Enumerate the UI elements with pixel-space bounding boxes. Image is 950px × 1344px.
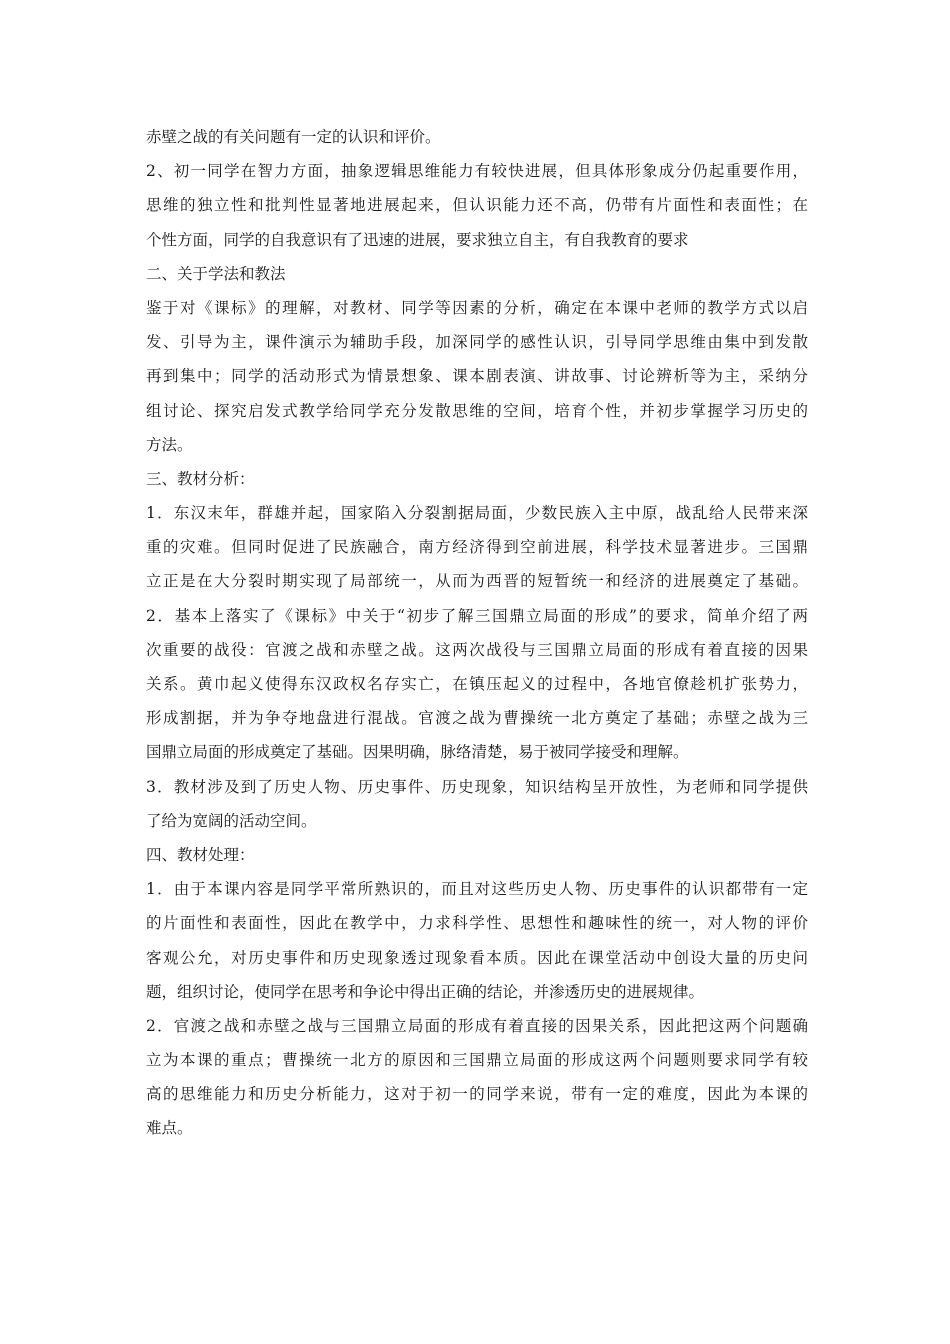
text-line: 形成割据，并为争夺地盘进行混战。官渡之战为曹操统一北方奠定了基础；赤壁之战为三 — [146, 709, 808, 728]
section-heading: 三、教材分析： — [146, 469, 255, 488]
section-heading: 二、关于学法和教法 — [146, 264, 286, 283]
text-line: 3．教材涉及到了历史人物、历史事件、历史现象，知识结构呈开放性，为老师和同学提供 — [146, 777, 808, 796]
text-line: 难点。 — [146, 1119, 193, 1138]
text-line: 再到集中；同学的活动形式为情景想象、课本剧表演、讲故事、讨论辨析等为主，采纳分 — [146, 367, 808, 386]
text-line: 客观公允，对历史事件和历史现象透过现象看本质。因此在课堂活动中创设大量的历史问 — [146, 948, 808, 967]
text-line: 2．基本上落实了《课标》中关于“初步了解三国鼎立局面的形成”的要求，简单介绍了两 — [146, 606, 808, 625]
text-line: 重的灾难。但同时促进了民族融合，南方经济得到空前进展，科学技术显著进步。三国鼎 — [146, 538, 808, 557]
text-line: 赤壁之战的有关问题有一定的认识和评价。 — [146, 128, 441, 146]
text-line: 发、引导为主，课件演示为辅助手段，加深同学的感性认识，引导同学思维由集中到发散 — [146, 333, 808, 352]
text-line: 的片面性和表面性，因此在教学中，力求科学性、思想性和趣味性的统一，对人物的评价 — [146, 914, 808, 933]
text-line: 高的思维能力和历史分析能力，这对于初一的同学来说，带有一定的难度，因此为本课的 — [146, 1085, 808, 1104]
text-line: 组讨论、探究启发式教学给同学充分发散思维的空间，培育个性，并初步掌握学习历史的 — [146, 401, 808, 420]
text-line: 鉴于对《课标》的理解，对教材、同学等因素的分析，确定在本课中老师的教学方式以启 — [146, 298, 808, 317]
text-line: 立正是在大分裂时期实现了局部统一，从而为西晋的短暂统一和经济的进展奠定了基础。 — [146, 572, 808, 591]
text-line: 立为本课的重点；曹操统一北方的原因和三国鼎立局面的形成这两个问题则要求同学有较 — [146, 1051, 808, 1070]
text-line: 1．东汉末年，群雄并起，国家陷入分裂割据局面，少数民族入主中原，战乱给人民带来深 — [146, 504, 808, 523]
text-line: 关系。黄巾起义使得东汉政权名存实亡，在镇压起义的过程中，各地官僚趁机扩张势力， — [146, 675, 808, 693]
text-line: 2．官渡之战和赤壁之战与三国鼎立局面的形成有着直接的因果关系，因此把这两个问题确 — [146, 1016, 808, 1035]
document-body — [146, 120, 808, 1146]
section-heading: 四、教材处理： — [146, 845, 255, 864]
text-line: 1．由于本课内容是同学平常所熟识的，而且对这些历史人物、历史事件的认识都带有一定 — [146, 880, 808, 899]
text-line: 思维的独立性和批判性显著地进展起来，但认识能力还不高，仍带有片面性和表面性；在 — [146, 196, 808, 215]
text-line: 了给为宽阔的活动空间。 — [146, 811, 317, 830]
text-line: 题，组织讨论，使同学在思考和争论中得出正确的结论，并渗透历史的进展规律。 — [146, 982, 705, 1001]
text-line: 方法。 — [146, 435, 193, 454]
text-line: 个性方面，同学的自我意识有了迅速的进展，要求独立自主，有自我教育的要求 — [146, 230, 689, 249]
text-line: 国鼎立局面的形成奠定了基础。因果明确，脉络清楚，易于被同学接受和理解。 — [146, 743, 689, 762]
text-line: 2、初一同学在智力方面，抽象逻辑思维能力有较快进展，但具体形象成分仍起重要作用， — [146, 162, 808, 181]
text-line: 次重要的战役：官渡之战和赤壁之战。这两次战役与三国鼎立局面的形成有着直接的因果 — [146, 640, 808, 659]
